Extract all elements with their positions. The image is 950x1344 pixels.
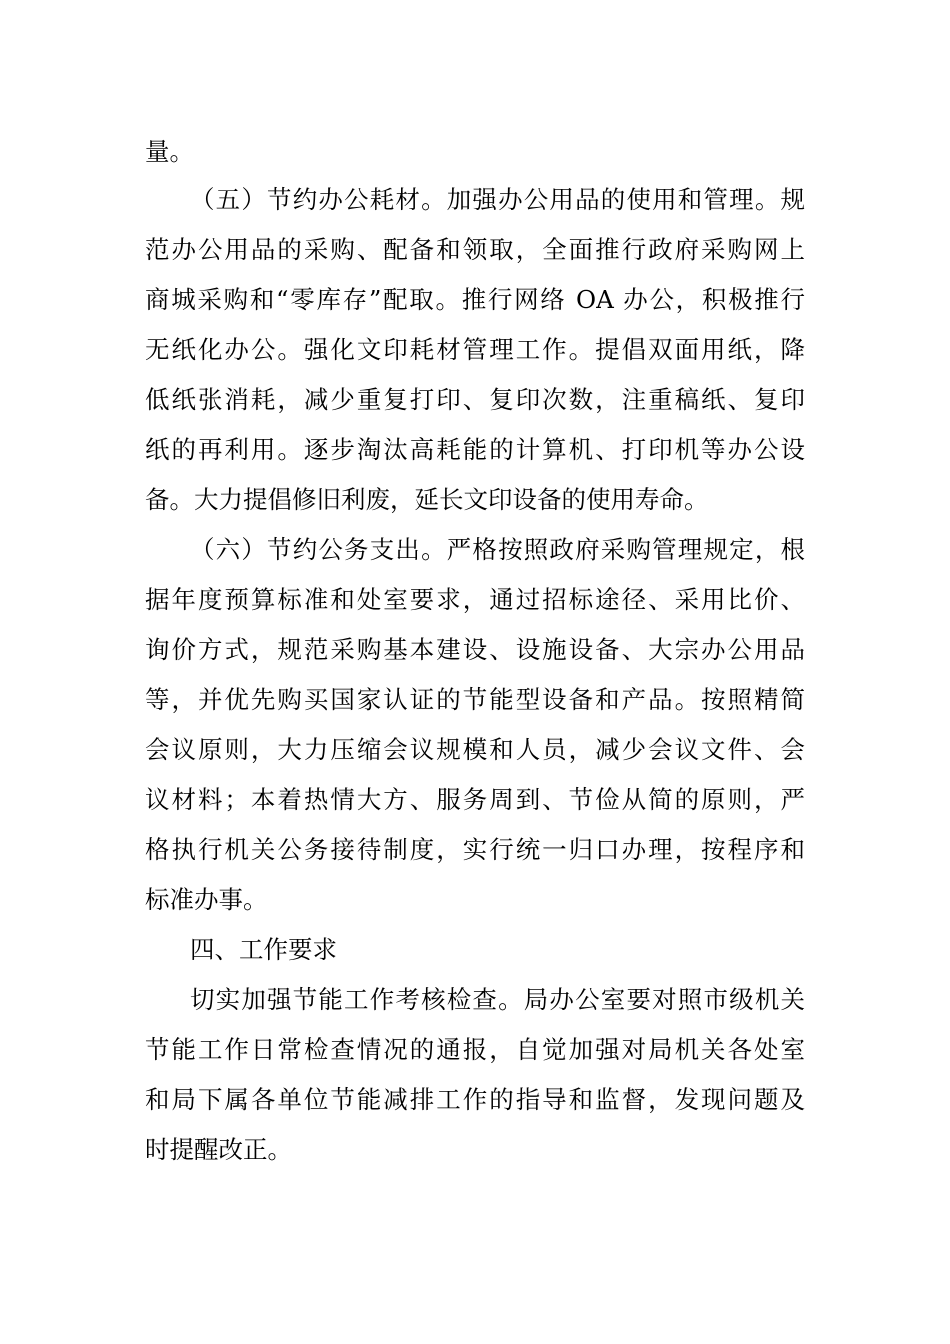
text-line: 切实加强节能工作考核检查。局办公室要对照市级机关 — [190, 985, 805, 1014]
text-line: 商城采购和“零库存”配取。推行网络 OA 办公，积极推行 — [145, 285, 805, 314]
paragraph-heading-five: （五）节约办公耗材。加强办公用品的使用和管理。规 — [190, 185, 805, 214]
text-line: 节能工作日常检查情况的通报，自觉加强对局机关各处室 — [145, 1035, 805, 1064]
text-line: 议材料；本着热情大方、服务周到、节俭从简的原则，严 — [145, 785, 805, 814]
text-line: 等，并优先购买国家认证的节能型设备和产品。按照精简 — [145, 685, 805, 714]
paragraph-heading-six: （六）节约公务支出。严格按照政府采购管理规定，根 — [190, 535, 805, 564]
text-line: 标准办事。 — [145, 885, 268, 914]
text-line: 和局下属各单位节能减排工作的指导和监督，发现问题及 — [145, 1085, 805, 1114]
text-line: 低纸张消耗，减少重复打印、复印次数，注重稿纸、复印 — [145, 385, 805, 414]
text-line: 会议原则，大力压缩会议规模和人员，减少会议文件、会 — [145, 735, 805, 764]
text-line: 询价方式，规范采购基本建设、设施设备、大宗办公用品 — [145, 635, 805, 664]
text-line: 无纸化办公。强化文印耗材管理工作。提倡双面用纸，降 — [145, 335, 805, 364]
text-line: 据年度预算标准和处室要求，通过招标途径、采用比价、 — [145, 585, 805, 614]
text-line: 时提醒改正。 — [145, 1135, 292, 1164]
text-line: 格执行机关公务接待制度，实行统一归口办理，按程序和 — [145, 835, 805, 864]
text-line: 量。 — [145, 137, 194, 166]
text-line: 备。大力提倡修旧利废，延长文印设备的使用寿命。 — [145, 485, 709, 514]
section-heading: 四、工作要求 — [190, 935, 337, 964]
text-line: 范办公用品的采购、配备和领取，全面推行政府采购网上 — [145, 235, 805, 264]
text-line: 纸的再利用。逐步淘汰高耗能的计算机、打印机等办公设 — [145, 435, 805, 464]
